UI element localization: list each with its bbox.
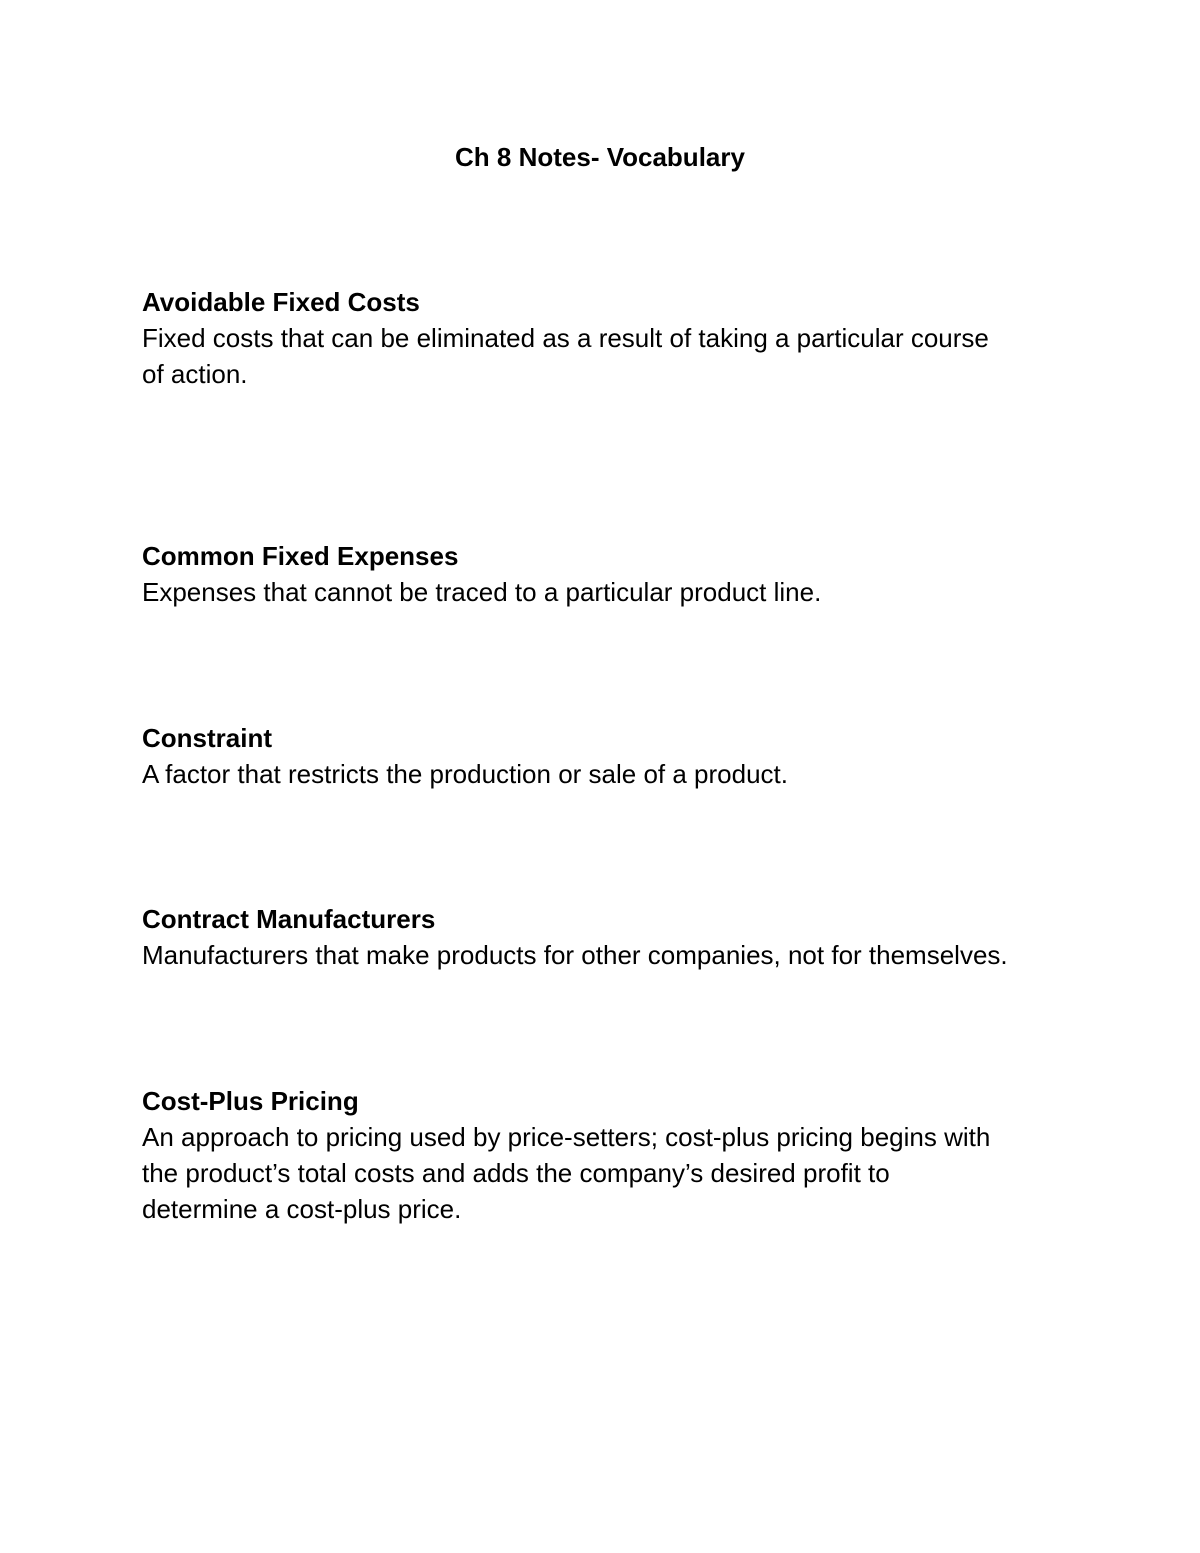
vocabulary-entry <box>142 538 1072 610</box>
vocabulary-term: Contract Manufacturers <box>142 904 436 934</box>
vocabulary-definition-line: determine a cost-plus price. <box>142 1194 462 1224</box>
vocabulary-entry <box>142 284 1072 392</box>
vocabulary-definition-line: of action. <box>142 359 248 389</box>
vocabulary-entry <box>142 720 1072 792</box>
page-title: Ch 8 Notes- Vocabulary <box>455 142 745 172</box>
vocabulary-entry <box>142 1083 1072 1227</box>
vocabulary-term: Common Fixed Expenses <box>142 541 459 571</box>
vocabulary-term: Constraint <box>142 723 272 753</box>
vocabulary-definition-line: Fixed costs that can be eliminated as a result of taking a particular course <box>142 323 989 353</box>
vocabulary-term: Cost-Plus Pricing <box>142 1086 359 1116</box>
vocabulary-definition-line: Expenses that cannot be traced to a particular product line. <box>142 577 822 607</box>
vocabulary-entry <box>142 901 1072 973</box>
vocabulary-definition-line: An approach to pricing used by price-setters; cost-plus pricing begins with <box>142 1122 991 1152</box>
vocabulary-definition-line: the product’s total costs and adds the company’s desired profit to <box>142 1158 890 1188</box>
vocabulary-definition-line: A factor that restricts the production or sale of a product. <box>142 759 789 789</box>
vocabulary-definition-line: Manufacturers that make products for other companies, not for themselves. <box>142 940 1008 970</box>
vocabulary-term: Avoidable Fixed Costs <box>142 287 420 317</box>
